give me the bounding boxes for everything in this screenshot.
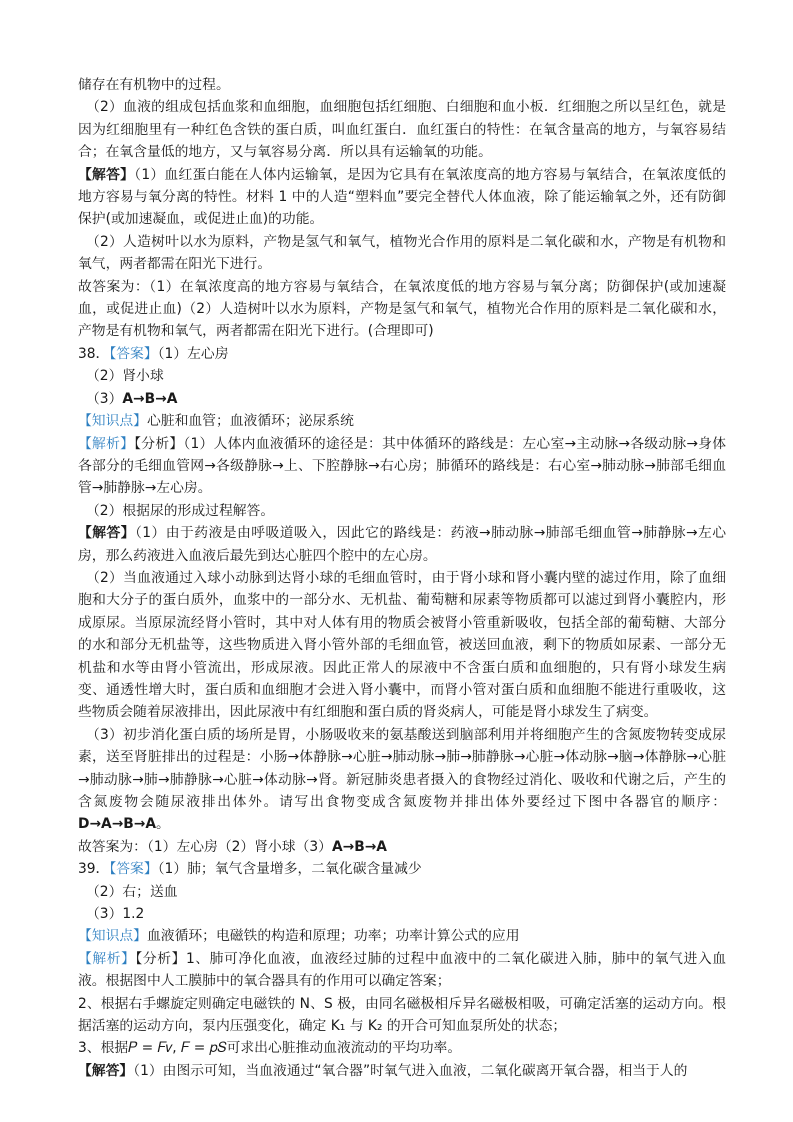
bold-text: 【解答】 (78, 1062, 134, 1079)
paragraph (78, 231, 726, 276)
text-run: （2）根据尿的形成过程解答。 (86, 502, 275, 519)
paragraph (78, 500, 726, 522)
text-run: （3） (86, 390, 123, 407)
text-run: 血液循环；电磁铁的构造和原理；功率；功率计算公式的应用 (146, 928, 520, 945)
bold-text: A→B→A (331, 838, 387, 855)
text-run: （2）当血液通过入球小动脉到达肾小球的毛细血管时，由于肾小球和肾小囊内壁的滤过作用，除了血细胞和大分子的蛋白质外，血浆中的一部分水、无机盐、葡萄糖和尿素等物质都可以滤过到肾小囊腔内，形成原尿。当原尿流经肾小管时，其中对人体有用的物质会被肾小管重新吸收，包括全部的葡萄糖、大部分的水和部分无机盐等，这些物质进入肾小管外部的毛细血管，被送回血液，剩下的物质如尿素、一部分无机盐和水等由肾小管流出，形成尿液。因此正常人的尿液中不含蛋白质和血细胞的，只有肾小球发生病变、通透性增大时，蛋白质和血细胞才会进入肾小囊中，而肾小管对蛋白质和血细胞不能进行重吸收，这些物质会随着尿液排出，因此尿液中有红细胞和蛋白质的肾炎病人，可能是肾小球发生了病变。 (78, 569, 726, 721)
section-tag: 【知识点】 (78, 928, 147, 945)
text-run: （3）1.2 (86, 906, 145, 923)
text-run: （1）左心房 (157, 345, 229, 362)
paragraph (78, 410, 726, 432)
bold-text: A→B→A (122, 390, 178, 407)
bold-text: 【解答】 (78, 525, 135, 542)
section-tag: 【解析】 (78, 950, 136, 967)
text-run: （2）肾小球 (86, 368, 164, 385)
paragraph (78, 343, 726, 365)
paragraph (78, 522, 726, 567)
text-run: 39． (78, 861, 110, 878)
paragraph (78, 1037, 726, 1059)
paragraph (78, 1060, 726, 1082)
text-run: 2、根据右手螺旋定则确定电磁铁的 N、S 极，由同名磁极相斥异名磁极相吸，可确定活塞的运动方向。根据活塞的运动方向，泵内压强变化，确定 K₁ 与 K₂ 的开合可知血泵所处的状态； (78, 995, 726, 1035)
paragraph (78, 858, 726, 880)
paragraph (78, 881, 726, 903)
paragraph (78, 724, 726, 836)
text-run: 3、根据𝑃 = 𝐹𝑣, 𝐹 = 𝑝𝑆可求出心脏推动血液流动的平均功率。 (78, 1040, 462, 1057)
paragraph (78, 388, 726, 410)
text-run: 。 (156, 816, 170, 833)
paragraph (78, 164, 726, 231)
text-run: （1）血红蛋白能在人体内运输氧，是因为它具有在氧浓度高的地方容易与氧结合，在氧浓度低的地方容易与氧分离的特性。材料 1 中的人造“塑料血”要完全替代人体血液，除了能运输氧之外，还有防御保护(或加速凝血，或促进止血)的功能。 (78, 166, 726, 228)
bold-text: 【解答】 (78, 166, 135, 183)
paragraph (78, 276, 726, 343)
text-run: 【分析】1、肺可净化血液，血液经过肺的过程中血液中的二氧化碳进入肺，肺中的氧气进入血液。根据图中人工膜肺中的氧合器具有的作用可以确定答案； (78, 950, 726, 990)
text-run: 故答案为：（1）左心房（2）肾小球（3） (78, 838, 332, 855)
text-run: （2）人造树叶以水为原料，产物是氢气和氧气，植物光合作用的原料是二氧化碳和水，产物是有机物和氧气，两者都需在阳光下进行。 (78, 233, 726, 273)
text-run: 储存在有机物中的过程。 (78, 77, 230, 93)
text-run: （2）右；送血 (86, 883, 178, 900)
text-run: （1）由于药液是由呼吸道吸入，因此它的路线是：药液→肺动脉→肺部毛细血管→肺静脉→左心房，那么药液进入血液后最先到达心脏四个腔中的左心房。 (78, 525, 726, 564)
paragraph (78, 567, 726, 724)
text-run: （1）由图示可知，当血液通过“氧合器”时氧气进入血液，二氧化碳离开氧合器，相当于人的 (133, 1062, 688, 1079)
section-tag: 【答案】 (109, 861, 158, 878)
text-run: 38． (78, 345, 110, 362)
paragraph (78, 96, 726, 163)
section-tag: 【答案】 (109, 345, 158, 362)
paragraph (78, 903, 726, 925)
paragraph (78, 925, 726, 947)
bold-text: D→A→B→A (78, 816, 157, 833)
paragraph (78, 365, 726, 387)
section-tag: 【解析】 (78, 435, 135, 452)
text-run: （1）肺；氧气含量增多，二氧化碳含量减少 (157, 861, 422, 878)
text-run: （2）血液的组成包括血浆和血细胞，血细胞包括红细胞、白细胞和血小板．红细胞之所以呈红色，就是因为红细胞里有一种红色含铁的蛋白质，叫血红蛋白．血红蛋白的特性：在氧含量高的地方，与氧容易结合；在氧含量低的地方，又与氧容易分离．所以具有运输氧的功能。 (78, 99, 726, 161)
text-run: 心脏和血管；血液循环；泌尿系统 (146, 413, 354, 430)
section-tag: 【知识点】 (78, 413, 147, 430)
paragraph (78, 74, 726, 96)
text-run: （3）初步消化蛋白质的场所是胃，小肠吸收来的氨基酸送到脑部利用并将细胞产生的含氮废物转变成尿素，送至肾脏排出的过程是：小肠→体静脉→心脏→肺动脉→肺→肺静脉→心脏→体动脉→脑→体静脉→心脏→肺动脉→肺→肺静脉→心脏→体动脉→肾。新冠肺炎患者摄入的食物经过消化、吸收和代谢之后，产生的含氮废物会随尿液排出体外。请写出食物变成含氮废物并排出体外要经过下图中各器官的顺序： (78, 726, 726, 810)
paragraph (78, 433, 726, 500)
text-run: 【分析】（1）人体内血液循环的途径是：其中体循环的路线是：左心室→主动脉→各级动脉→身体各部分的毛细血管网→各级静脉→上、下腔静脉→右心房；肺循环的路线是：右心室→肺动脉→肺部毛细血管→肺静脉→左心房。 (78, 435, 726, 497)
paragraph (78, 948, 726, 993)
text-run: 故答案为：（1）在氧浓度高的地方容易与氧结合，在氧浓度低的地方容易与氧分离；防御保护(或加速凝血，或促进止血)（2）人造树叶以水为原料，产物是氢气和氧气，植物光合作用的原料是二氧化碳和水，产物是有机物和氧气，两者都需在阳光下进行。(合理即可) (78, 278, 726, 340)
paragraph (78, 836, 726, 858)
paragraph (78, 993, 726, 1038)
document-body (78, 74, 726, 1082)
